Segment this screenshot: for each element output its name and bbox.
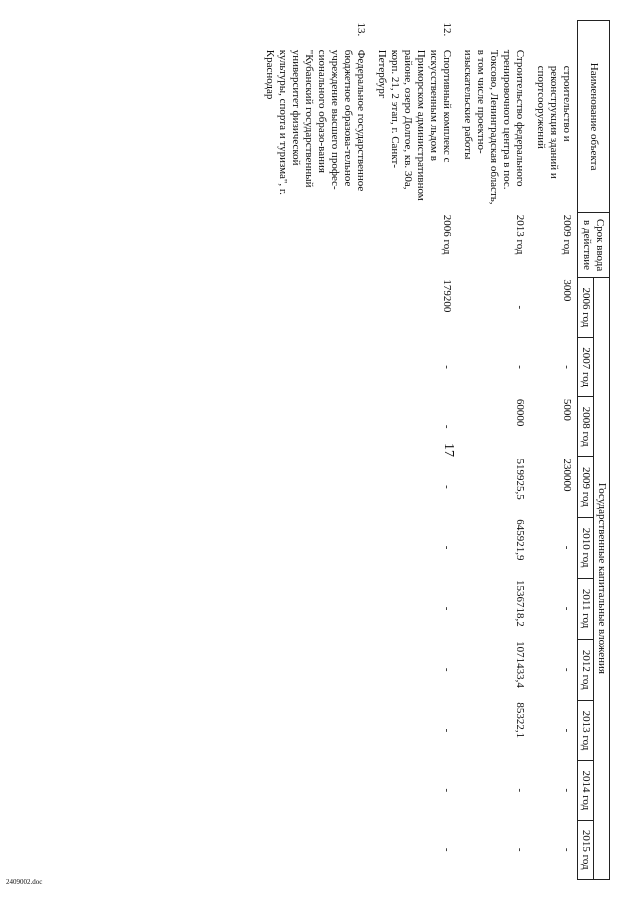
header-year: 2015 год bbox=[578, 820, 594, 879]
investment-value: - bbox=[514, 788, 526, 793]
row-number: 12. bbox=[441, 22, 453, 37]
header-year: 2014 год bbox=[578, 761, 594, 820]
investment-value: - bbox=[561, 365, 573, 369]
object-name: строительство и реконструкция зданий и спортсооружений bbox=[535, 65, 573, 179]
table-row bbox=[457, 21, 530, 880]
row-number bbox=[457, 21, 530, 48]
investment-value: - bbox=[514, 847, 526, 852]
investment-value bbox=[259, 457, 371, 518]
investment-value: - bbox=[441, 365, 453, 369]
header-year: 2008 год bbox=[578, 397, 594, 457]
investment-value: 230000 bbox=[561, 458, 573, 492]
investment-value: 1536718,2 bbox=[514, 580, 526, 627]
header-year: 2011 год bbox=[578, 578, 594, 639]
header-year: 2010 год bbox=[578, 517, 594, 578]
investment-value: - bbox=[441, 606, 453, 611]
investment-value: - bbox=[514, 365, 526, 369]
investment-value: 179200 bbox=[441, 279, 453, 313]
commission-term: 2009 год bbox=[561, 214, 573, 255]
object-name: Федеральное государственное бюджетное образова-тельное учреждение высшего профес-сионального образо-вания "Кубанский государственный университет физической культуры, спорта и туризма", г. Краснодар bbox=[264, 49, 367, 195]
investment-value bbox=[259, 639, 371, 700]
investment-value bbox=[259, 761, 371, 820]
investment-value: - bbox=[441, 667, 453, 672]
investment-value: - bbox=[561, 606, 573, 611]
header-year: 2012 год bbox=[578, 639, 594, 700]
investment-value bbox=[259, 277, 371, 337]
header-term: Срок ввода в действие bbox=[578, 213, 610, 278]
header-year: 2009 год bbox=[578, 457, 594, 518]
commission-term bbox=[259, 213, 371, 278]
investment-value: 1071433,4 bbox=[514, 641, 526, 688]
object-name: Спортивный комплекс с искусственным льдом в Приморском административном районе, озеро Долгое, кв. 30а, корп. 21, 2 этап, г. Санкт-Петербург bbox=[376, 49, 453, 201]
investment-value: 3000 bbox=[561, 279, 573, 302]
investment-value bbox=[259, 337, 371, 396]
investment-value bbox=[259, 578, 371, 639]
object-name: Строительство федерального тренировочного центра в пос. Токсово, Ленинградская область, в том числе проектно-изыскательские работы bbox=[462, 49, 526, 205]
commission-term: 2013 год bbox=[514, 214, 526, 255]
table-row bbox=[259, 21, 371, 880]
investment-value: - bbox=[514, 305, 526, 310]
investment-value bbox=[259, 820, 371, 879]
commission-term: 2006 год bbox=[441, 214, 453, 255]
header-year: 2007 год bbox=[578, 337, 594, 396]
header-year: 2006 год bbox=[578, 277, 594, 337]
investment-value: - bbox=[561, 847, 573, 852]
investment-value: 5000 bbox=[561, 398, 573, 421]
investment-value: - bbox=[441, 788, 453, 793]
investment-value: 60000 bbox=[514, 398, 526, 427]
page-number: 17 bbox=[441, 443, 456, 457]
investment-value: - bbox=[561, 545, 573, 550]
table-row bbox=[530, 21, 578, 880]
header-name: Наименование объекта bbox=[578, 21, 610, 213]
investment-value: - bbox=[441, 847, 453, 852]
investment-value: 645921,9 bbox=[514, 519, 526, 561]
investment-value: 519925,5 bbox=[514, 458, 526, 500]
investment-value: - bbox=[441, 728, 453, 733]
investment-value: - bbox=[441, 485, 453, 489]
row-number: 13. bbox=[355, 22, 367, 37]
rotated-page bbox=[30, 20, 610, 880]
header-capital: Государственные капитальные вложения bbox=[594, 277, 610, 879]
table-body bbox=[259, 21, 578, 880]
capital-investment-table bbox=[259, 20, 610, 880]
investment-value: - bbox=[441, 545, 453, 550]
investment-value: - bbox=[561, 728, 573, 733]
investment-value bbox=[259, 700, 371, 760]
row-number bbox=[530, 21, 578, 48]
investment-value bbox=[259, 517, 371, 578]
footer-filename: 2409002.doc bbox=[6, 878, 43, 886]
investment-value: - bbox=[561, 788, 573, 793]
investment-value: 85322,1 bbox=[514, 702, 526, 739]
investment-value bbox=[259, 397, 371, 457]
header-year: 2013 год bbox=[578, 700, 594, 760]
investment-value: - bbox=[441, 424, 453, 429]
investment-value: - bbox=[561, 667, 573, 672]
